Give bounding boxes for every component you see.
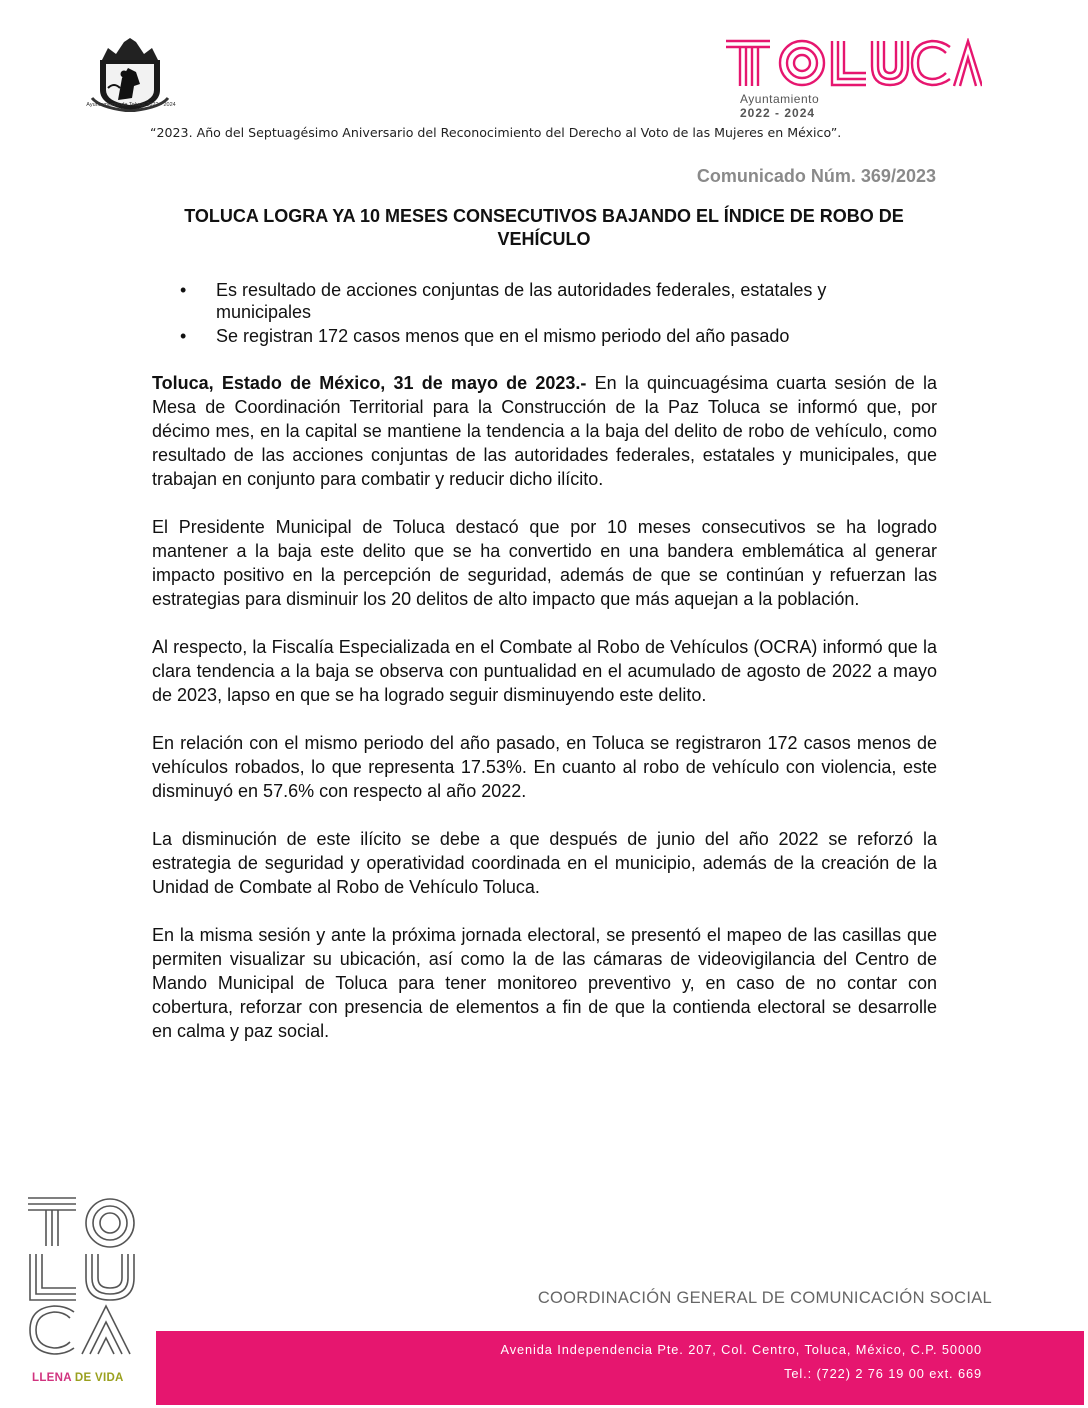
slogan-llena: LLENA bbox=[32, 1372, 72, 1384]
term-years: 2022 - 2024 bbox=[740, 106, 816, 120]
article-body bbox=[152, 371, 937, 1067]
municipal-seal-logo bbox=[88, 38, 172, 112]
press-release-number: Comunicado Núm. 369/2023 bbox=[696, 166, 936, 186]
year-motto: “2023. Año del Septuagésimo Aniversario del Reconocimiento del Derecho al Voto de las Mujeres en México”. bbox=[150, 125, 842, 140]
bullet-item: • Se registran 172 casos menos que en el mismo periodo del año pasado bbox=[180, 325, 920, 347]
headline: TOLUCA LOGRA YA 10 MESES CONSECUTIVOS BAJANDO EL ÍNDICE DE ROBO DE VEHÍCULO bbox=[184, 206, 904, 249]
paragraph: Al respecto, la Fiscalía Especializada en el Combate al Robo de Vehículos (OCRA) informó que la clara tendencia a la baja se observa con puntualidad en el acumulado de agosto de 2022 a mayo de 2023, lapso en que se ha logrado seguir disminuyendo este delito. bbox=[152, 637, 937, 705]
paragraph bbox=[152, 371, 937, 491]
bullet-item: • Es resultado de acciones conjuntas de las autoridades federales, estatales y municipales bbox=[180, 279, 920, 323]
toluca-wordmark-logo bbox=[724, 38, 982, 88]
paragraph: El Presidente Municipal de Toluca destacó que por 10 meses consecutivos se ha logrado mantener a la baja este delito que se ha convertido en una bandera emblemática al generar impacto positivo en la percepción de seguridad, además de que se continúan y refuerzan las estrategias para disminuir los 20 delitos de alto impacto que más aquejan a la población. bbox=[152, 517, 937, 609]
paragraph: En la misma sesión y ante la próxima jornada electoral, se presentó el mapeo de las casillas que permiten visualizar su ubicación, así como la de las cámaras de videovigilancia del Centro de Mando Municipal de Toluca para tener monitoreo preventivo y, en caso de no contar con cobertura, reforzar con presencia de elementos a fin de que la contienda electoral se desarrolle en calma y paz social. bbox=[152, 925, 937, 1041]
slogan-de-vida: DE VIDA bbox=[74, 1372, 124, 1384]
coordination-title: COORDINACIÓN GENERAL DE COMUNICACIÓN SOCIAL bbox=[537, 1289, 992, 1307]
paragraph: En relación con el mismo periodo del año pasado, en Toluca se registraron 172 casos menos de vehículos robados, lo que representa 17.53%. En cuanto al robo de vehículo con violencia, este disminuyó en 57.6% con respecto al año 2022. bbox=[152, 733, 937, 801]
ayuntamiento-label: Ayuntamiento bbox=[740, 92, 820, 106]
paragraph: La disminución de este ilícito se debe a que después de junio del año 2022 se reforzó la estrategia de seguridad y operatividad coordinada en el municipio, además de la creación de la Unidad de Combate al Robo de Vehículo Toluca. bbox=[152, 829, 937, 897]
footer-phone: Tel.: (722) 2 76 19 00 ext. 669 bbox=[784, 1366, 982, 1381]
footer-address: Avenida Independencia Pte. 207, Col. Centro, Toluca, México, C.P. 50000 bbox=[500, 1342, 982, 1357]
summary-bullets bbox=[180, 279, 920, 349]
dateline: Toluca, Estado de México, 31 de mayo de 2023.- bbox=[152, 373, 587, 393]
llena-de-vida-slogan bbox=[32, 1372, 124, 1384]
paragraph-text: En la quincuagésima cuarta sesión de la Mesa de Coordinación Territorial para la Construcción de la Paz Toluca se informó que, por décimo mes, en la capital se mantiene la tendencia a la baja del delito de robo de vehículo, como resultado de las acciones conjuntas de las autoridades federales, estatales y municipales, que trabajan en conjunto para combatir y reducir dicho ilícito. bbox=[152, 373, 937, 489]
seal-caption: Ayuntamiento de Toluca 2022 - 2024 bbox=[86, 102, 176, 108]
toluca-stacked-logo bbox=[26, 1196, 138, 1358]
